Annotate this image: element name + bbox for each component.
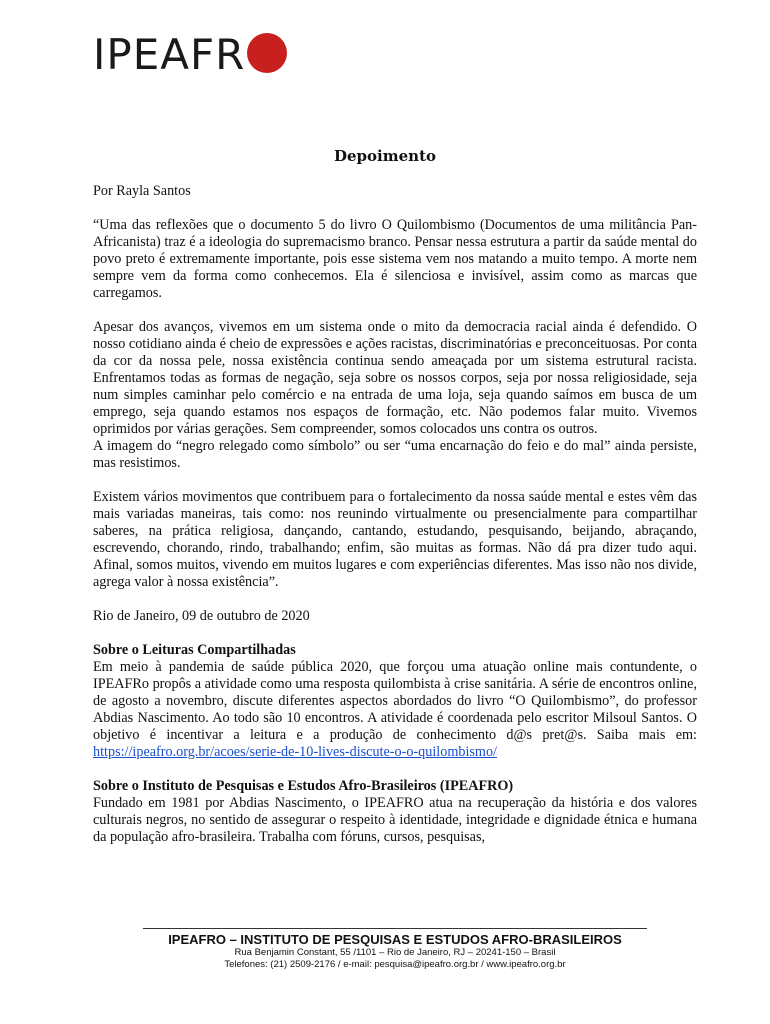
section-body-ipeafro: Fundado em 1981 por Abdias Nascimento, o IPEAFRO atua na recuperação da história e dos valores culturais negros, no sentido de assegurar o respeito à identidade, integridade e dignidade étnica e humana da população afro-brasileira. Trabalha com fóruns, cursos, pesquisas, [93, 795, 697, 845]
date-line: Rio de Janeiro, 09 de outubro de 2020 [93, 608, 310, 624]
paragraph-3: A imagem do “negro relegado como símbolo” ou ser “uma encarnação do feio e do mal” ainda persiste, mas resistimos. [93, 438, 697, 471]
section-heading-ipeafro: Sobre o Instituto de Pesquisas e Estudos Afro-Brasileiros (IPEAFRO) [93, 778, 514, 794]
author-line: Por Rayla Santos [93, 183, 191, 199]
footer [143, 928, 647, 971]
footer-org-name: IPEAFRO – INSTITUTO DE PESQUISAS E ESTUDOS AFRO-BRASILEIROS [168, 932, 622, 947]
section-body-text: Em meio à pandemia de saúde pública 2020, que forçou uma atuação online mais contundente, o IPEAFRo propôs a atividade como uma resposta quilombista à crise sanitária. A série de encontros online, de agosto a novembro, discute diferentes aspectos abordados do livro “O Quilombismo”, do professor Abdias Nascimento. Ao todo são 10 encontros. A atividade é coordenada pelo escritor Milsoul Santos. O objetivo é incentivar a leitura e a produção de conhecimento d@s pret@s. Saiba mais em: [93, 659, 697, 743]
section-heading-leituras: Sobre o Leituras Compartilhadas [93, 642, 296, 658]
ipeafro-logo [93, 32, 287, 78]
page-title: Depoimento [334, 147, 436, 165]
logo-red-circle-icon [247, 33, 287, 73]
document-body [93, 183, 697, 846]
paragraph-2: Apesar dos avanços, vivemos em um sistema onde o mito da democracia racial ainda é defendido. O nosso cotidiano ainda é cheio de expressões e ações racistas, discriminatórias e preconceituosas. Por conta da cor da nossa pele, nossa existência continua sendo ameaçada por um sistema estrutural racista. Enfrentamos todas as formas de negação, seja sobre os nossos corpos, seja por nossa religiosidade, seja num simples caminhar pelo comércio e na entrada de uma loja, seja quando saímos em busca de um emprego, seja quando estamos nos espaços de formação, etc. Não podemos falar muito. Vivemos oprimidos por várias gerações. Sem compreender, somos colocados uns contra os outros. [93, 319, 697, 437]
more-info-link[interactable]: https://ipeafro.org.br/acoes/serie-de-10-lives-discute-o-o-quilombismo/ [93, 744, 497, 760]
paragraph-4: Existem vários movimentos que contribuem para o fortalecimento da nossa saúde mental e estes vêm das mais variadas maneiras, tais como: nos reunindo virtualmente ou presencialmente para compartilhar saberes, na prática religiosa, dançando, cantando, estudando, pesquisando, beijando, abraçando, escrevendo, chorando, rindo, trabalhando; enfim, são muitas as formas. Não dá pra dizer tudo aqui. Afinal, somos muitos, vivendo em muitos lugares e com experiências diferentes. Mas isso não nos divide, agrega valor à nossa existência”. [93, 489, 697, 590]
logo-text: IPEAFR [93, 30, 246, 79]
footer-address: Rua Benjamin Constant, 55 /1101 – Rio de Janeiro, RJ – 20241-150 – Brasil [234, 947, 556, 958]
paragraph-1: “Uma das reflexões que o documento 5 do livro O Quilombismo (Documentos de uma militância Pan-Africanista) traz é a ideologia do supremacismo branco. Pensar nessa estrutura a partir da saúde mental do povo preto é extremamente importante, pois esse sistema vem nos matando a muito tempo. A morte nem sempre vem da forma como conhecemos. Ela é silenciosa e invisível, assim como as marcas que carregamos. [93, 217, 697, 301]
footer-contact: Telefones: (21) 2509-2176 / e-mail: pesquisa@ipeafro.org.br / www.ipeafro.org.br [224, 959, 566, 970]
section-body-leituras [93, 659, 697, 761]
